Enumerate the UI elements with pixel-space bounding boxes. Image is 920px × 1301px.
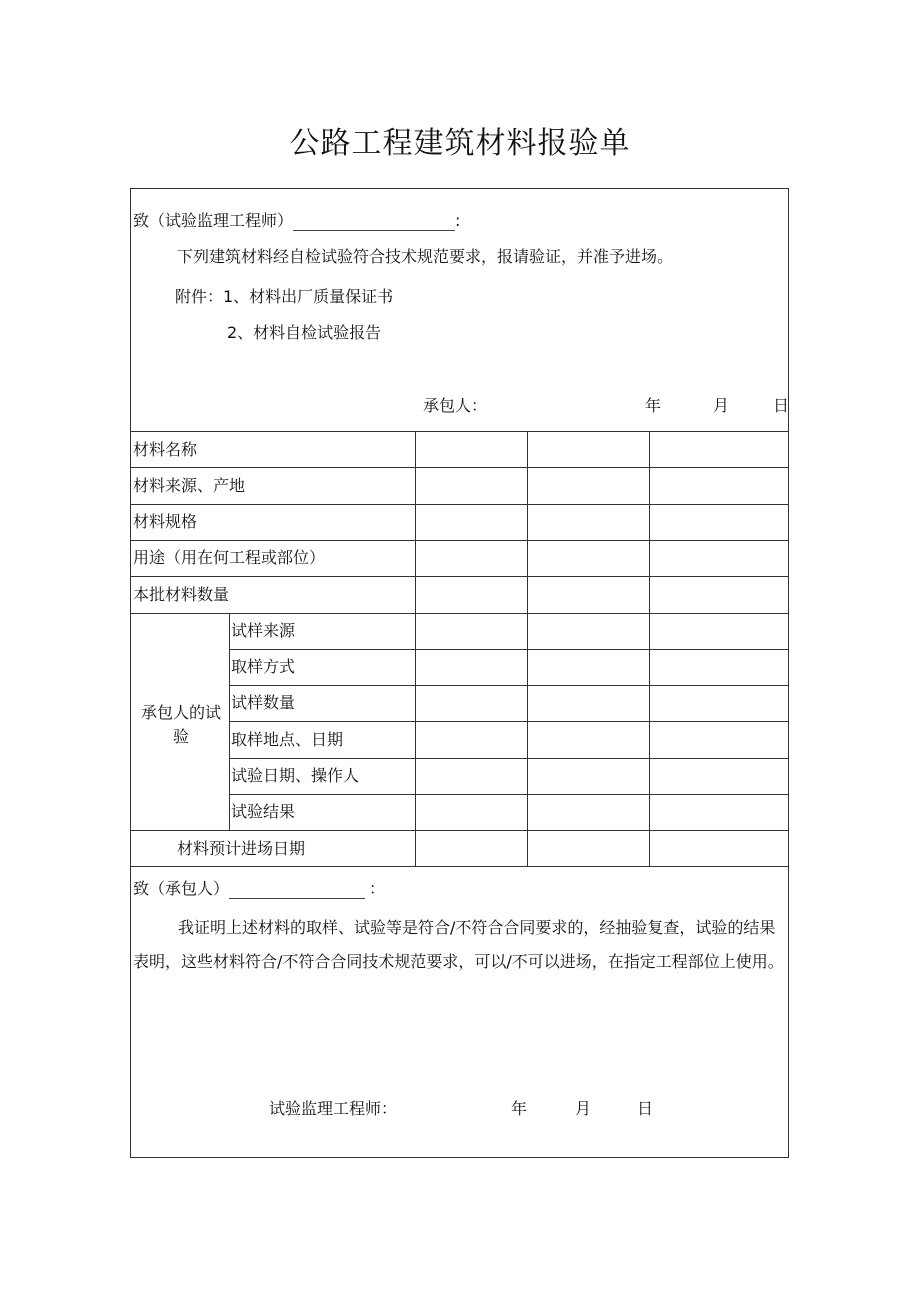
row-material-spec: 材料规格	[133, 512, 198, 531]
addressee-line	[133, 211, 460, 231]
header-month: 月	[713, 396, 730, 415]
contractor-name-blank[interactable]	[229, 882, 365, 899]
footer-addressee-label: 致（承包人）	[133, 879, 230, 898]
row-sampling-place-date: 取样地点、日期	[231, 730, 344, 749]
footer-addressee-line	[133, 879, 385, 899]
supervisor-signature-label: 试验监理工程师：	[269, 1099, 398, 1118]
addressee-colon: :	[455, 211, 461, 230]
contractor-signature-label: 承包人：	[423, 396, 488, 415]
row-sample-source: 试样来源	[231, 621, 296, 640]
row-test-result: 试验结果	[231, 802, 296, 821]
row-group-contractor-test: 承包人的试验	[140, 703, 221, 746]
footer-addressee-colon: ：	[369, 879, 386, 898]
footer-year: 年	[511, 1099, 528, 1118]
row-usage: 用途（用在何工程或部位）	[133, 548, 326, 567]
page-title: 公路工程建筑材料报验单	[289, 126, 631, 161]
row-expected-entry-date: 材料预计进场日期	[177, 839, 306, 858]
row-material-source: 材料来源、产地	[133, 476, 246, 495]
row-sampling-method: 取样方式	[231, 657, 296, 676]
addressee-label: 致（试验监理工程师）	[133, 211, 294, 230]
header-day: 日	[773, 396, 790, 415]
attachment-1: 附件：1、材料出厂质量保证书	[175, 287, 394, 306]
row-material-name: 材料名称	[133, 440, 198, 459]
row-batch-quantity: 本批材料数量	[133, 585, 230, 604]
request-statement: 下列建筑材料经自检试验符合技术规范要求，报请验证，并准予进场。	[177, 247, 674, 266]
supervisor-name-blank[interactable]	[293, 214, 455, 231]
row-test-date-operator: 试验日期、操作人	[231, 766, 360, 785]
attachment-2: 2、材料自检试验报告	[227, 323, 382, 342]
header-year: 年	[645, 396, 662, 415]
row-sample-quantity: 试样数量	[231, 693, 296, 712]
footer-day: 日	[637, 1099, 654, 1118]
inspection-form	[130, 188, 789, 1158]
certification-paragraph: 我证明上述材料的取样、试验等是符合/不符合合同要求的，经抽验复查，试验的结果表明，这些材料符合/不符合合同技术规范要求，可以/不可以进场，在指定工程部位上使用。	[133, 918, 784, 971]
footer-month: 月	[575, 1099, 592, 1118]
